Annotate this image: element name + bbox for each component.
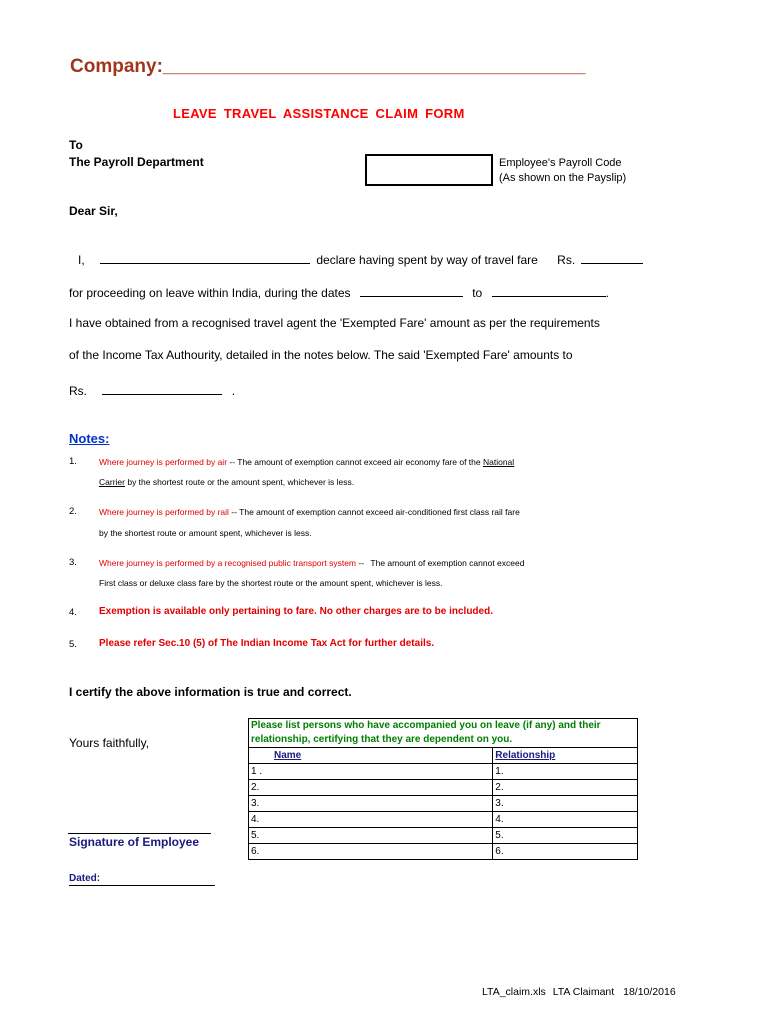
declaration-dates-text: for proceeding on leave within India, during the dates [69,286,351,300]
employee-name-field[interactable] [100,251,310,264]
column-name-header: Name [249,748,493,764]
yours-faithfully: Yours faithfully, [69,736,150,750]
note-2-line-2: by the shortest route or amount spent, whichever is less. [99,528,312,538]
note-3-text: The amount of exemption cannot exceed [370,558,525,568]
table-row [249,828,638,844]
note-2-sep: -- [228,507,240,517]
note-5-number: 5. [69,639,77,650]
declaration-line-3: I have obtained from a recognised travel agent the 'Exempted Fare' amount as per the requirements [69,316,600,330]
payroll-code-title: Employee's Payroll Code [499,157,622,169]
note-1-carrier: Carrier [99,477,125,487]
person-name-cell[interactable]: 2. [249,780,493,796]
note-4: Exemption is available only pertaining to fare. No other charges are to be included. [99,606,493,617]
note-3 [99,558,524,568]
declaration-line-5 [69,382,235,398]
notes-heading: Notes: [69,431,110,446]
form-title: LEAVE TRAVEL ASSISTANCE CLAIM FORM [173,106,465,121]
table-row [249,796,638,812]
signature-label: Signature of Employee [69,835,200,849]
note-1-sep: -- [227,457,238,467]
table-row [249,812,638,828]
table-row [249,780,638,796]
page-footer [482,986,676,998]
payroll-code-note: (As shown on the Payslip) [499,172,627,184]
to-label: To [69,138,83,152]
declaration-rs: Rs. [557,253,576,267]
table-header-text: Please list persons who have accompanied you on leave (if any) and their relationship, certifying that they are dependent on you. [249,719,638,748]
note-2-number: 2. [69,506,77,517]
note-2-text: The amount of exemption cannot exceed air-conditioned first class rail fare [239,507,520,517]
salutation: Dear Sir, [69,204,118,218]
company-label: Company:________________________________________ [70,56,586,77]
person-name-cell[interactable]: 3. [249,796,493,812]
date-to-field[interactable] [492,284,606,297]
note-2-condition: Where journey is performed by rail [99,507,229,517]
declaration-dates-end: . [605,286,609,300]
person-relationship-cell[interactable]: 1. [493,764,638,780]
dated-field[interactable] [69,885,215,886]
declaration-line-1 [78,251,643,267]
person-name-cell[interactable]: 4. [249,812,493,828]
note-1-text-2: by the shortest route or the amount spent, whichever is less. [124,477,355,487]
table-header-row [249,719,638,748]
declaration-mid: declare having spent by way of travel fare [316,253,538,267]
dated-label: Dated: [69,873,101,884]
note-1-number: 1. [69,456,77,467]
note-4-number: 4. [69,607,77,618]
note-1-condition: Where journey is performed by air [99,457,228,467]
table-row [249,844,638,860]
table-row [249,764,638,780]
person-relationship-cell[interactable]: 4. [493,812,638,828]
exempted-amount-field[interactable] [102,382,222,395]
person-relationship-cell[interactable]: 5. [493,828,638,844]
person-name-cell[interactable]: 5. [249,828,493,844]
note-1 [99,457,514,467]
note-1-text: The amount of exemption cannot exceed air economy fare of the [237,457,481,467]
note-5: Please refer Sec.10 (5) of The Indian Income Tax Act for further details. [99,638,435,649]
fare-amount-field[interactable] [581,251,643,264]
footer-file: LTA_claim.xls [482,986,546,998]
note-1-national: National [482,457,515,467]
note-3-number: 3. [69,557,77,568]
payroll-code-field[interactable] [365,154,493,186]
note-3-sep: -- [356,558,367,568]
footer-date: 18/10/2016 [623,986,676,998]
certify-statement: I certify the above information is true and correct. [69,685,352,699]
person-relationship-cell[interactable]: 3. [493,796,638,812]
note-3-line-2: First class or deluxe class fare by the shortest route or the amount spent, whichever is less. [99,578,443,588]
column-relationship-header: Relationship [493,748,638,764]
declaration-i: I, [78,253,85,267]
department-label: The Payroll Department [69,155,204,169]
person-name-cell[interactable]: 1 . [249,764,493,780]
declaration-to: to [472,286,483,300]
note-2 [99,507,520,517]
accompanying-persons-table [248,718,638,860]
person-relationship-cell[interactable]: 6. [493,844,638,860]
person-name-cell[interactable]: 6. [249,844,493,860]
exempted-end: . [231,384,236,398]
declaration-line-2 [69,284,609,300]
table-column-headers [249,748,638,764]
payroll-code-label [499,156,626,186]
exempted-rs: Rs. [69,384,87,398]
date-from-field[interactable] [360,284,463,297]
footer-sheet: LTA Claimant [552,986,615,998]
note-1-line-2 [99,477,354,487]
person-relationship-cell[interactable]: 2. [493,780,638,796]
signature-line[interactable] [68,833,211,834]
declaration-line-4: of the Income Tax Authourity, detailed in the notes below. The said 'Exempted Fare' amounts to [69,348,573,362]
note-3-condition: Where journey is performed by a recognised public transport system [99,558,357,568]
